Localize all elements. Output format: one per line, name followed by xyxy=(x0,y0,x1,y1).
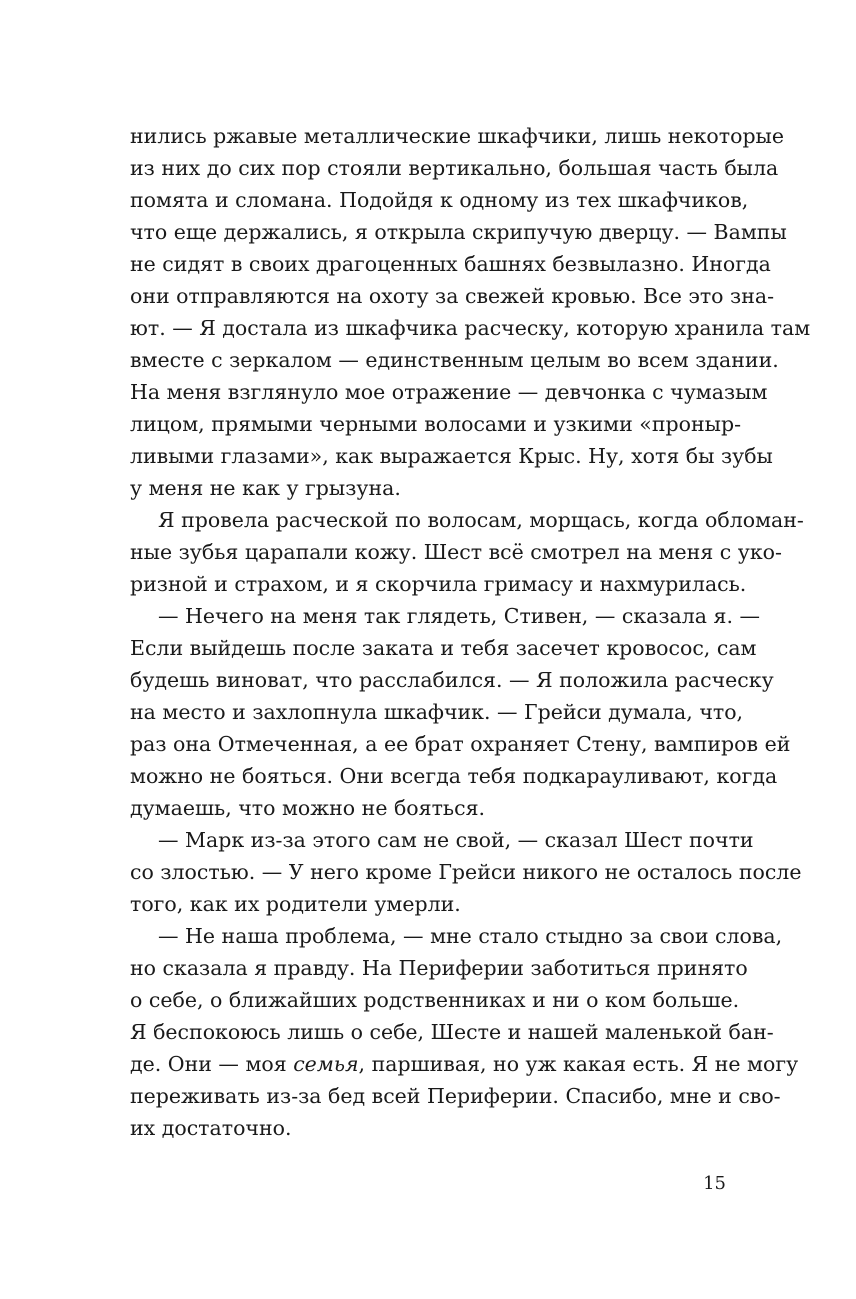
text-line: думаешь, что можно не бояться. xyxy=(130,796,486,820)
text-line: Я провела расческой по волосам, морщась, когда обломан- xyxy=(158,508,804,532)
text-line: можно не бояться. Они всегда тебя подкарауливают, когда xyxy=(130,764,778,788)
text-line: Я беспокоюсь лишь о себе, Шесте и нашей маленькой бан- xyxy=(130,1020,774,1044)
text-line: того, как их родители умерли. xyxy=(130,892,461,916)
text-line: лицом, прямыми черными волосами и узкими «проныр- xyxy=(130,412,742,436)
text-line: не сидят в своих драгоценных башнях безвылазно. Иногда xyxy=(130,252,771,276)
book-page-text xyxy=(130,120,811,1144)
text-line: ют. — Я достала из шкафчика расческу, которую хранила там xyxy=(130,316,811,340)
text-line: но сказала я правду. На Периферии заботиться принято xyxy=(130,956,748,980)
page-number: 15 xyxy=(703,1173,726,1194)
text-line: у меня не как у грызуна. xyxy=(130,476,401,500)
text-line: ливыми глазами», как выражается Крыс. Ну, хотя бы зубы xyxy=(130,444,773,468)
text-line: на место и захлопнула шкафчик. — Грейси думала, что, xyxy=(130,700,744,724)
text-line: будешь виноват, что расслабился. — Я положила расческу xyxy=(130,668,774,692)
text-line: Если выйдешь после заката и тебя засечет кровосос, сам xyxy=(130,636,757,660)
text-line: что еще держались, я открыла скрипучую дверцу. — Вампы xyxy=(130,220,787,244)
text-line: из них до сих пор стояли вертикально, большая часть была xyxy=(130,156,779,180)
text-fragment: , паршивая, но уж какая есть. Я не могу xyxy=(358,1052,799,1076)
text-line: — Не наша проблема, — мне стало стыдно за свои слова, xyxy=(158,924,783,948)
text-line: На меня взглянуло мое отражение — девчонка с чумазым xyxy=(130,380,768,404)
text-line-with-emphasis xyxy=(130,1048,799,1080)
text-line: переживать из-за бед всей Периферии. Спасибо, мне и сво- xyxy=(130,1084,781,1108)
text-line: — Марк из-за этого сам не свой, — сказал Шест почти xyxy=(158,828,754,852)
text-line: ризной и страхом, и я скорчила гримасу и нахмурилась. xyxy=(130,572,747,596)
text-fragment: де. Они — моя xyxy=(130,1052,294,1076)
text-line: — Нечего на меня так глядеть, Стивен, — сказала я. — xyxy=(158,604,760,628)
text-line: нились ржавые металлические шкафчики, лишь некоторые xyxy=(130,124,785,148)
text-line: вместе с зеркалом — единственным целым во всем здании. xyxy=(130,348,779,372)
emphasized-word: семья xyxy=(293,1052,359,1076)
text-line: со злостью. — У него кроме Грейси никого не осталось после xyxy=(130,860,802,884)
text-line: о себе, о ближайших родственниках и ни о ком больше. xyxy=(130,988,740,1012)
text-line: они отправляются на охоту за свежей кровью. Все это зна- xyxy=(130,284,775,308)
text-line: раз она Отмеченная, а ее брат охраняет Стену, вампиров ей xyxy=(130,732,791,756)
text-line: их достаточно. xyxy=(130,1116,292,1140)
text-line: помята и сломана. Подойдя к одному из тех шкафчиков, xyxy=(130,188,749,212)
text-line: ные зубья царапали кожу. Шест всё смотрел на меня с уко- xyxy=(130,540,782,564)
